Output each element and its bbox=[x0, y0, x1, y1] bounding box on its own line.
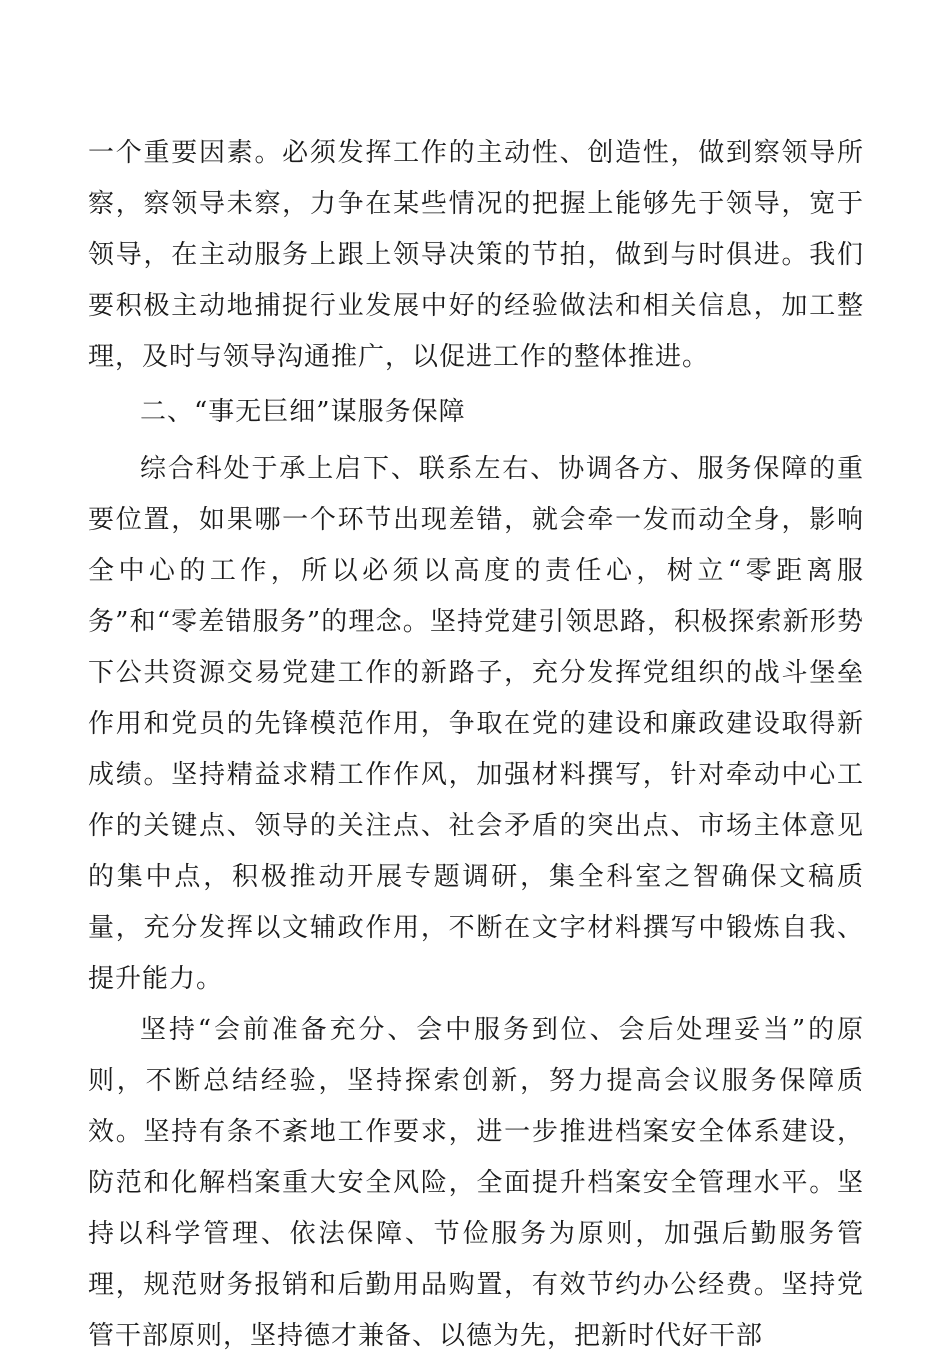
paragraph-continuation: 一个重要因素。必须发挥工作的主动性、创造性，做到察领导所察，察领导未察，力争在某些情况的把握上能够先于领导，宽于领导，在主动服务上跟上领导决策的节拍，做到与时俱进。我们要积极主动地捕捉行业发展中好的经验做法和相关信息，加工整理，及时与领导沟通推广，以促进工作的整体推进。 bbox=[88, 138, 864, 372]
section-heading: 二、“事无巨细”谋服务保障 bbox=[140, 397, 466, 427]
paragraph-service-position: 综合科处于承上启下、联系左右、协调各方、服务保障的重要位置，如果哪一个环节出现差错，就会牵一发而动全身，影响全中心的工作，所以必须以高度的责任心，树立“零距离服务”和“零差错服务”的理念。坚持党建引领思路，积极探索新形势下公共资源交易党建工作的新路子，充分发挥党组织的战斗堡垒作用和党员的先锋模范作用，争取在党的建设和廉政建设取得新成绩。坚持精益求精工作作风，加强材料撰写，针对牵动中心工作的关键点、领导的关注点、社会矛盾的突出点、市场主体意见的集中点，积极推动开展专题调研，集全科室之智确保文稿质量，充分发挥以文辅政作用，不断在文字材料撰写中锻炼自我、提升能力。 bbox=[88, 454, 864, 994]
paragraph-meeting-principles: 坚持“会前准备充分、会中服务到位、会后处理妥当”的原则，不断总结经验，坚持探索创新，努力提高会议服务保障质效。坚持有条不紊地工作要求，进一步推进档案安全体系建设，防范和化解档案重大安全风险，全面提升档案安全管理水平。坚持以科学管理、依法保障、节俭服务为原则，加强后勤服务管理，规范财务报销和后勤用品购置，有效节约办公经费。坚持党管干部原则，坚持德才兼备、以德为先，把新时代好干部 bbox=[88, 1015, 864, 1351]
document-body bbox=[88, 128, 864, 1362]
